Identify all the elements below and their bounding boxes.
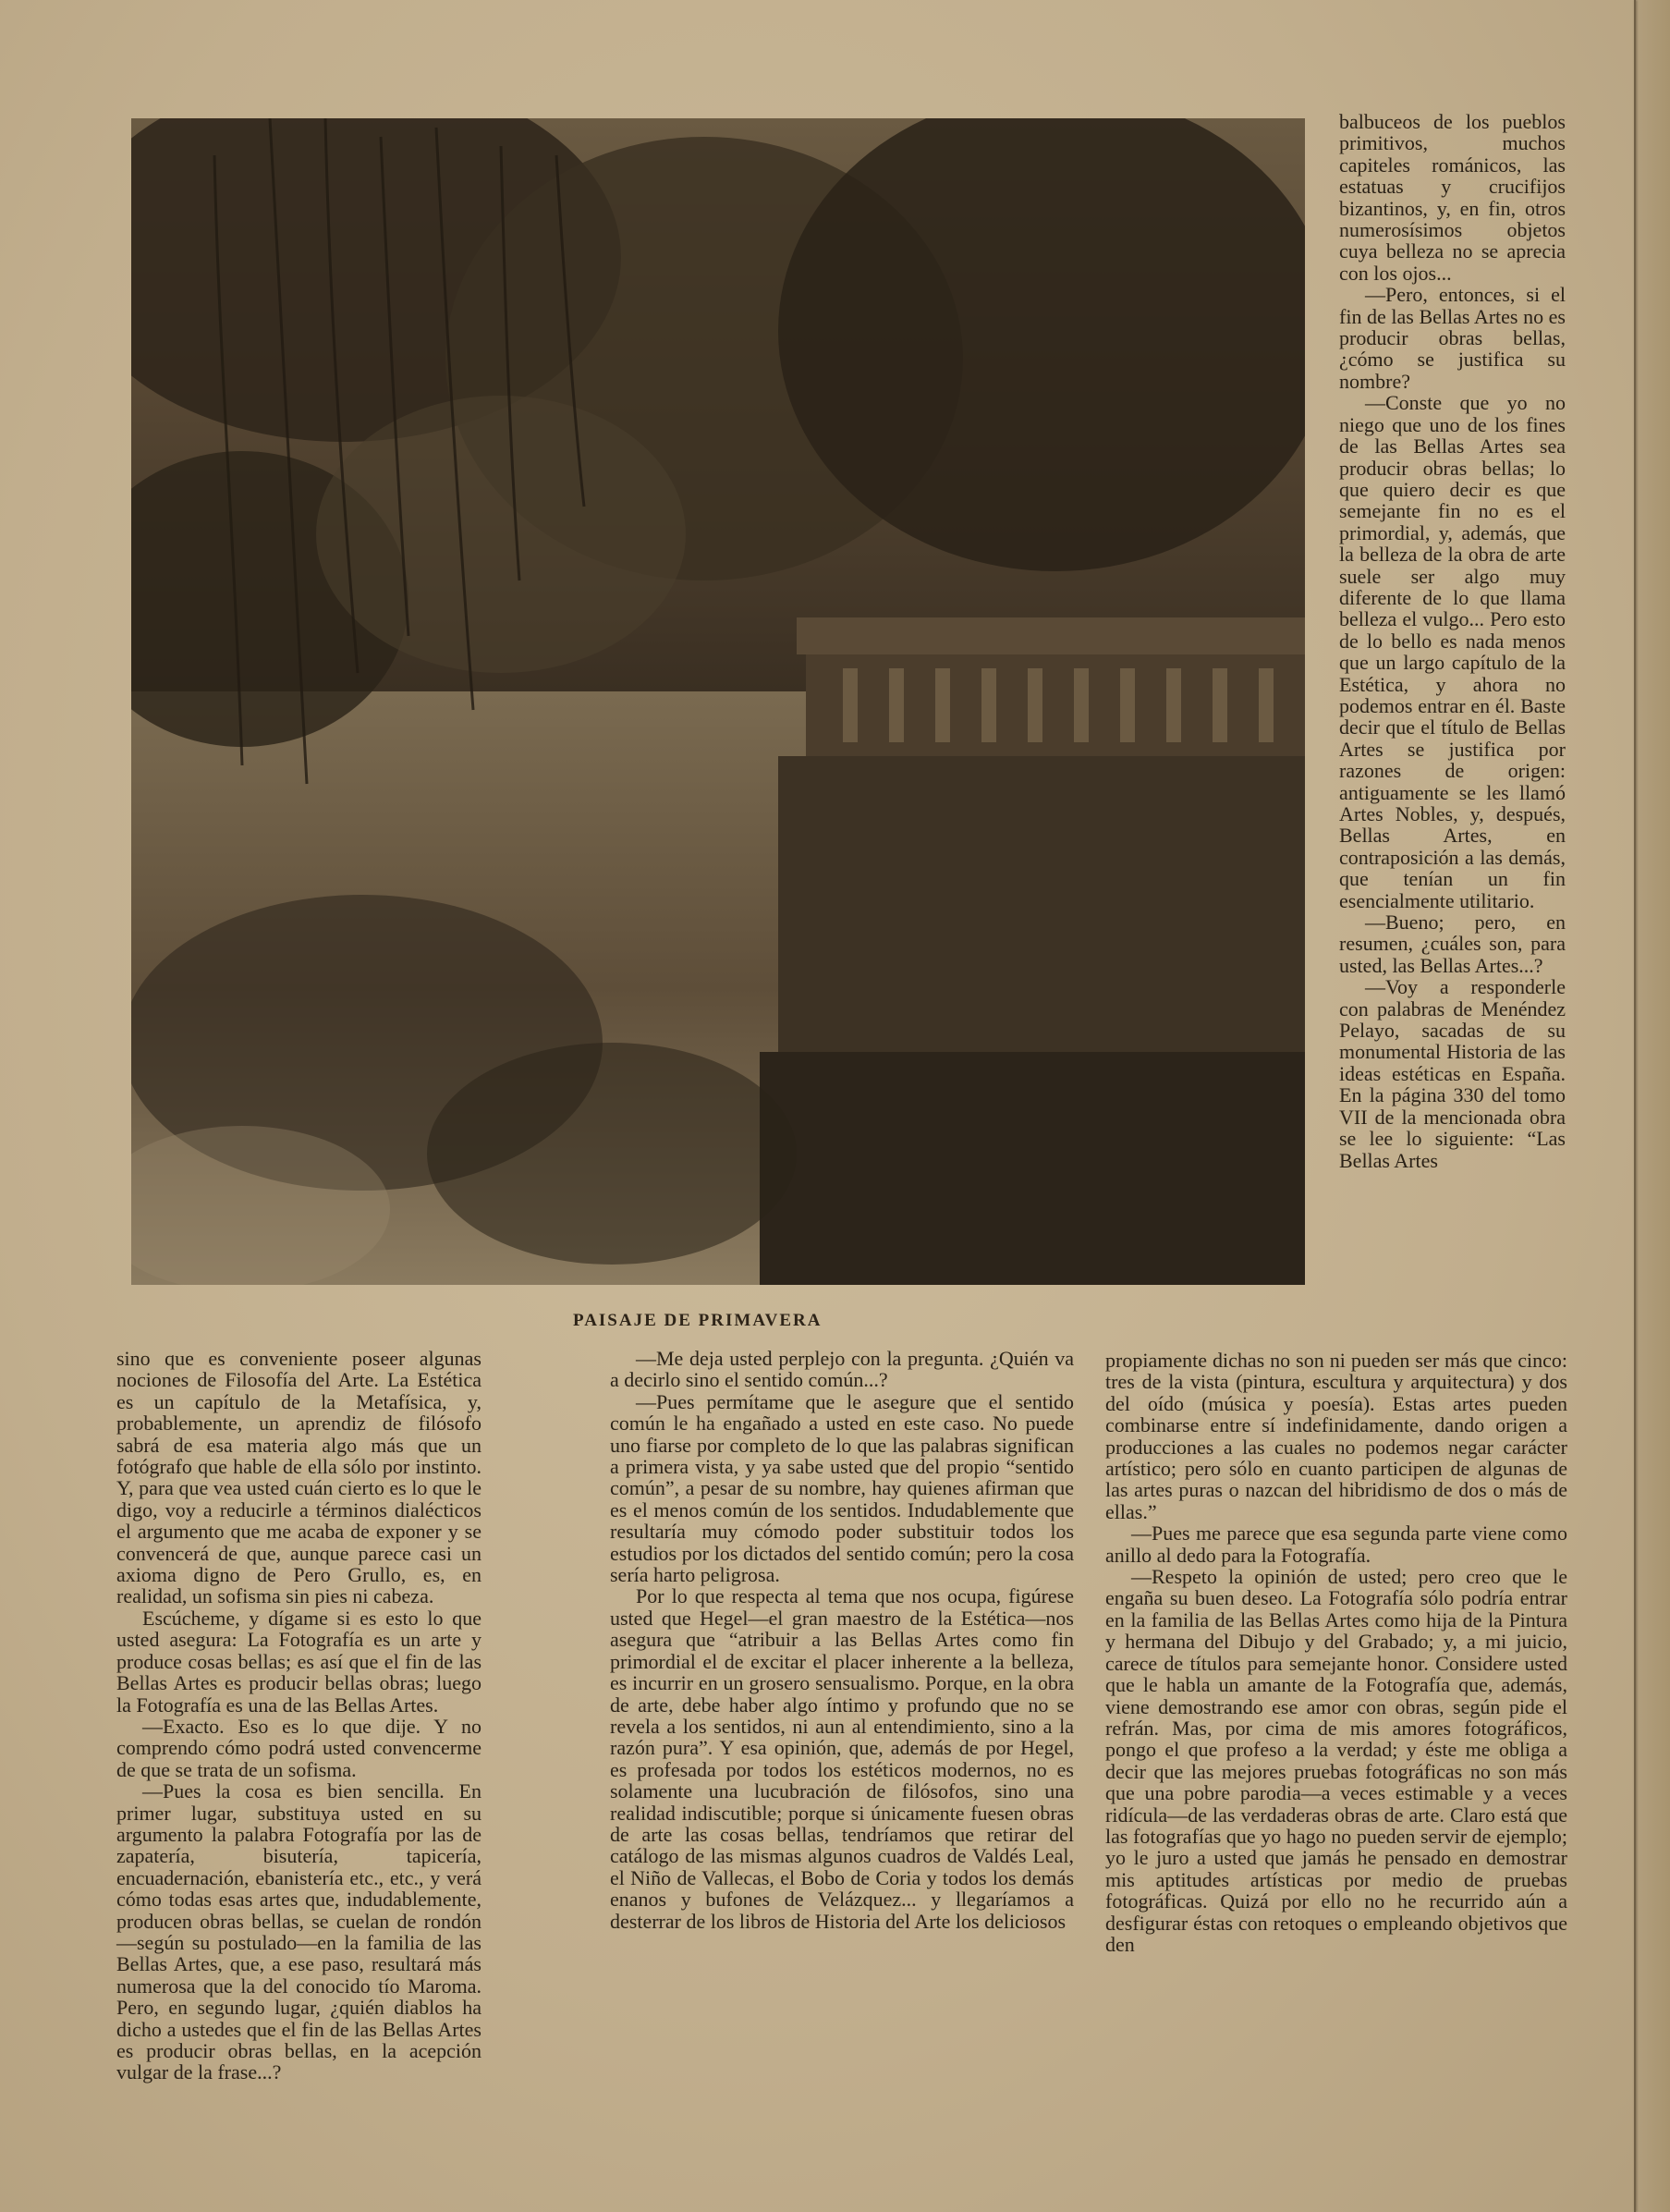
page-fold	[1634, 0, 1636, 2212]
paragraph: —Pues me parece que esa segunda parte viene como anillo al dedo para la Fotografía.	[1105, 1522, 1567, 1567]
text-column-bottom-2	[610, 1348, 1074, 1932]
text-column-right-top	[1339, 111, 1566, 1171]
paragraph: —Pues permítame que le asegure que el sentido común le ha engañado a usted en este caso. No puede uno fiarse por completo de lo que las palabras significan a primera vista, y ya sabe usted que del propio “sentido común”, a pesar de su nombre, hay quienes afirman que es el menos común de los sentidos. Indudablemente que resultaría muy cómodo poder substituir todos los estudios por los dictados del sentido común; pero la cosa sería harto peligrosa.	[610, 1389, 1074, 1587]
paragraph: balbuceos de los pueblos primitivos, muchos capiteles románicos, las estatuas y crucifijos bizantinos, y, en fin, otros numerosísimos objetos cuya belleza no se aprecia con los ojos...	[1339, 110, 1566, 285]
text-column-right-bottom	[1105, 1350, 1567, 1955]
paragraph: —Pues la cosa es bien sencilla. En primer lugar, substituya usted en su argumento la palabra Fotografía por las de zapatería, bisutería, tapicería, encuadernación, ebanistería etc., etc., y verá cómo todas esas artes que, indudablemente, producen obras bellas, se cuelan de rondón—según su postulado—en la familia de las Bellas Artes, que, a ese paso, resultará más numerosa que la del conocido tío Maroma. Pero, en segundo lugar, ¿quién diablos ha dicho a ustedes que el fin de las Bellas Artes es producir obras bellas, en la acepción vulgar de la frase...?	[116, 1779, 481, 2084]
paragraph: —Voy a responderle con palabras de Menéndez Pelayo, sacadas de su monumental Historia de las ideas estéticas en España. En la página 330 del tomo VII de la mencionada obra se lee lo siguiente: “Las Bellas Artes	[1339, 975, 1566, 1172]
paragraph: —Conste que yo no niego que uno de los fines de las Bellas Artes sea producir obras bellas; lo que quiero decir es que semejante fin no es el primordial, y, además, que la belleza de la obra de arte suele ser algo muy diferente de lo que llama belleza el vulgo... Pero esto de lo bello es nada menos que un largo capítulo de la Estética, y ahora no podemos entrar en él. Baste decir que el título de Bellas Artes se justifica por razones de origen: antiguamente se les llamó Artes Nobles, y, después, Bellas Artes, en contraposición a las demás, que tenían un fin esencialmente utilitario.	[1339, 391, 1566, 912]
paragraph: —Respeto la opinión de usted; pero creo que le engaña su buen deseo. La Fotografía sólo podría entrar en la familia de las Bellas Artes como hija de la Pintura y hermana del Dibujo y del Grabado; y, a mi juicio, carece de títulos para semejante honor. Considere usted que le habla un amante de la Fotografía que, además, viene demostrando ese amor con obras, según pide el refrán. Mas, por cima de mis amores fotográficos, pongo el que profeso a la verdad; y éste me obliga a decir que las mejores pruebas fotográficas no son más que una pobre parodia—a veces estimable y a veces ridícula—de las verdaderas obras de arte. Claro está que las fotografías que yo hago no pueden servir de ejemplo; yo le juro a usted que jamás he pensado en demostrar mis aptitudes artísticas por medio de pruebas fotográficas. Quizá por ello no he recurrido aún a desfigurar éstas con retoques o empleando objetivos que den	[1105, 1565, 1567, 1956]
text-column-bottom-1	[116, 1348, 481, 2084]
paragraph: —Me deja usted perplejo con la pregunta. ¿Quién va a decirlo sino el sentido común...?	[610, 1347, 1074, 1392]
paragraph: Por lo que respecta al tema que nos ocupa, figúrese usted que Hegel—el gran maestro de la Estética—nos asegura que “atribuir a las Bellas Artes como fin primordial el de excitar el placer inherente a la belleza, es incurrir en un grosero sensualismo. Porque, en la obra de arte, debe haber algo íntimo y profundo que no se revela a los sentidos, ni aun al entendimiento, sino a la razón pura”. Y esa opinión, que, además de por Hegel, es profesada por todos los estéticos modernos, no es solamente una lucubración de filósofos, sino una realidad indiscutible; porque si únicamente fuesen obras de arte las cosas bellas, tendríamos que retirar del catálogo de las mismas algunos cuadros de Valdés Leal, el Niño de Vallecas, el Bobo de Coria y todos los demás enanos y bufones de Velázquez... y llegaríamos a desterrar de los libros de Historia del Arte los deliciosos	[610, 1584, 1074, 1933]
page-edge	[1636, 0, 1670, 2212]
photo-caption: PAISAJE DE PRIMAVERA	[573, 1311, 823, 1330]
paragraph: propiamente dichas no son ni pueden ser más que cinco: tres de la vista (pintura, escultura y arquitectura) y dos del oído (música y poesía). Estas artes pueden combinarse entre sí indefinidamente, dando origen a producciones a las cuales no podemos negar carácter artístico; pero sólo en cuanto participen de algunas de las artes puras o nazcan del hibridismo de dos o más de ellas.”	[1105, 1349, 1567, 1523]
paragraph: —Exacto. Eso es lo que dije. Y no comprendo cómo podrá usted convencerme de que se trata de un sofisma.	[116, 1714, 481, 1781]
paragraph: —Pero, entonces, si el fin de las Bellas Artes no es producir obras bellas, ¿cómo se justifica su nombre?	[1339, 283, 1566, 393]
paragraph: sino que es conveniente poseer algunas nociones de Filosofía del Arte. La Estética es un capítulo de la Metafísica, y, probablemente, un aprendiz de filósofo sabrá de esa materia algo más que un fotógrafo que hable de ella sólo por instinto. Y, para que vea usted cuán cierto es lo que le digo, voy a reducirle a términos dialécticos el argumento que me acaba de exponer y se convencerá de que, aunque parece casi un axioma digno de Pero Grullo, es, en realidad, un sofisma sin pies ni cabeza.	[116, 1347, 481, 1608]
paragraph: —Bueno; pero, en resumen, ¿cuáles son, para usted, las Bellas Artes...?	[1339, 910, 1566, 977]
landscape-photo	[131, 118, 1305, 1285]
paragraph: Escúcheme, y dígame si es esto lo que usted asegura: La Fotografía es un arte y produce cosas bellas; es así que el fin de las Bellas Artes es producir bellas obras; luego la Fotografía es una de las Bellas Artes.	[116, 1606, 481, 1717]
